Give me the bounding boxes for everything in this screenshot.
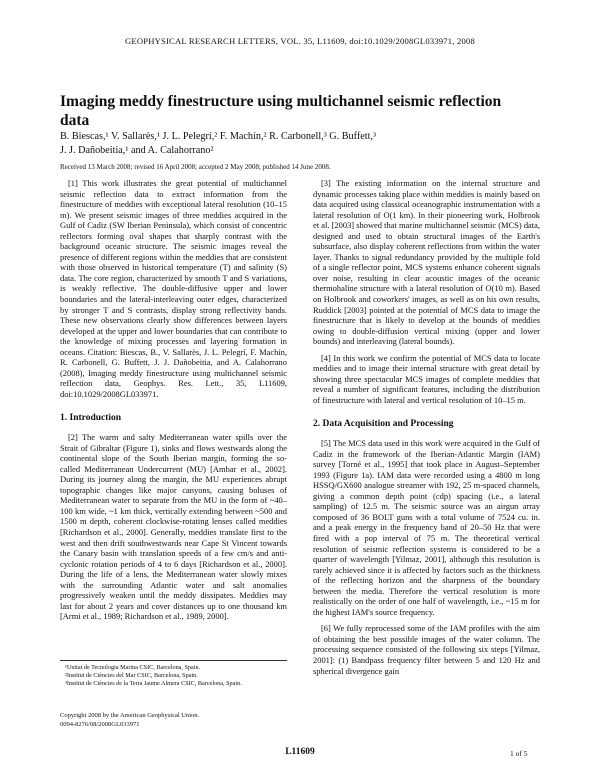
affiliation-2: ²Institut de Ciències del Mar CSIC, Barcelona, Spain. xyxy=(65,672,198,680)
left-column xyxy=(60,178,287,622)
paragraph-2: [2] The warm and salty Mediterranean water spills over the Strait of Gibraltar (Figure 1), sinks and flows westwards along the continental slope of the South Iberian margin, forming the so-called Mediterranean Undercurrent (MU) [Ambar et al., 2002]. During its journey along the margin, the MU experiences abrupt topographic changes like major canyons, causing boluses of Mediterranean water to separate from the MU in the form of ~40–100 km wide, ~1 km thick, vertically extending between ~500 and 1500 m depth, coherent clockwise-rotating lenses called meddies [Richardson et al., 2000]. Generally, meddies translate first to the west and then drift southwestwards near Cape St Vincent towards the Canary basin with translation speeds of a few cm/s and anti-cyclonic rotation periods of 4 to 6 days [Richardson et al., 2000]. During the life of a lens, the Mediterranean water slowly mixes with the surrounding Atlantic water and salt anomalies progressively weaken until the meddy dissipates. Meddies may last for about 2 years and cover distances up to one thousand km [Armi et al., 1989; Richardson et al., 1989, 2000]. xyxy=(60,432,287,622)
page-identifier: L11609 xyxy=(285,747,315,757)
section-heading-introduction: 1. Introduction xyxy=(60,413,122,424)
page-number: 1 of 5 xyxy=(510,749,528,758)
paragraph-3: [3] The existing information on the internal structure and dynamic processes taking place within meddies is mainly based on data acquired using classical oceanographic instrumentation with a lateral resolution of O(1 km). In their pioneering work, Holbrook et al. [2003] showed that marine multichannel seismic (MCS) data, designed and used to obtain structural images of the Earth's subsurface, also display coherent reflections from within the water layer. Thanks to signal redundancy provided by the multiple fold of a single reflector point, MCS systems enhance coherent signals over noise, resulting in clear acoustic images of the oceanic thermohaline structure with a lateral resolution of O(10 m). Based on Holbrook and coworkers' images, as well as on his own results, Ruddick [2003] pointed at the potential of MCS data to image the finestructure that is likely to develop at the bounds of meddies owing to double-diffusion vertical mixing (upper and lower bounds) and interleaving (lateral bounds). xyxy=(313,178,540,347)
author-line-2: J. J. Dañobeitia,¹ and A. Calahorrano² xyxy=(60,145,214,156)
journal-header: GEOPHYSICAL RESEARCH LETTERS, VOL. 35, L11609, doi:10.1029/2008GL033971, 2008 xyxy=(124,36,475,46)
copyright-notice xyxy=(60,712,287,729)
abstract-paragraph: [1] This work illustrates the great potential of multichannel seismic reflection data to extract information from the finestructure of meddies with exceptional lateral resolution (10–15 m). We present seismic images of three meddies acquired in the Gulf of Cadiz (SW Iberian Peninsula), which consist of concentric reflectors forming oval shapes that sharply contrast with the background oceanic structure. The seismic images reveal the presence of different regions within the meddies that are consistent with those observed in historical temperature (T) and salinity (S) data. The core region, characterized by smooth T and S variations, is weakly reflective. The double-diffusive upper and lower boundaries and the lateral-interleaving outer edges, characterized by stronger T and S contrasts, display strong reflectivity bands. These new observations clearly show differences between layers developed at the upper and lower boundaries that can contribute to the knowledge of mixing processes and layering formation in oceans. Citation: Biescas, B., V. Sallarès, J. L. Pelegrí, F. Machín, R. Carbonell, G. Buffett, J. J. Dañobeitia, and A. Calahorrano (2008), Imaging meddy finestructure using multichannel seismic reflection data, Geophys. Res. Lett., 35, L11609, doi:10.1029/2008GL033971. xyxy=(60,178,287,399)
article-title: Imaging meddy finestructure using multichannel seismic reflection data xyxy=(60,93,502,129)
issn-line: 0094-8276/08/2008GL033971 xyxy=(60,720,140,728)
paragraph-4: [4] In this work we confirm the potential of MCS data to locate meddies and to image their internal structure with great detail by showing three spectacular MCS images of complete meddies that reveal a number of significant features, including the distribution of finestructure with lateral and vertical resolution of 10–15 m. xyxy=(313,352,540,405)
affiliation-3: ³Institut de Ciències de la Terra Jaume Almera CSIC, Barcelona, Spain. xyxy=(65,680,242,688)
copyright-line: Copyright 2008 by the American Geophysical Union. xyxy=(60,712,200,719)
author-line-1: B. Biescas,¹ V. Sallarès,¹ J. L. Pelegrí,² F. Machín,² R. Carbonell,³ G. Buffett,³ xyxy=(60,131,377,142)
right-column xyxy=(313,178,540,676)
paragraph-5: [5] The MCS data used in this work were acquired in the Gulf of Cadiz in the framework of the Iberian-Atlantic Margin (IAM) survey [Torné et al., 1995] that took place in August–September 1993 (Figure 1a). IAM data were recorded using a 4800 m long HSSQ/GX600 analogue streamer with 192, 25 m-spaced channels, giving a common depth point (cdp) spacing (i.e., a lateral sampling) of 12.5 m. The seismic source was an airgun array composed of 36 BOLT guns with a total volume of 7524 cu. in. and a peak energy in the frequency band of 20–50 Hz that were fired with a pop interval of 75 m. The theoretical vertical resolution of seismic reflection systems is considered to be a quarter of wavelength [Yilmaz, 2001], although this resolution is rarely achieved since it is affected by factors such as the thickness of the reflecting horizon and the sharpness of the boundary between the media. Therefore the vertical resolution is more realistically on the order of one half of wavelength, i.e., ~15 m for the highest IAM's source frequency. xyxy=(313,438,540,617)
author-list xyxy=(60,130,550,158)
affiliation-1: ¹Unitat de Tecnologia Marina CSIC, Barcelona, Spain. xyxy=(65,664,201,671)
affiliations xyxy=(60,660,287,689)
received-dates: Received 13 March 2008; revised 16 April 2008; accepted 2 May 2008; published 14 June 2008. xyxy=(60,163,331,171)
paragraph-6: [6] We fully reprocessed some of the IAM profiles with the aim of obtaining the best possible images of the water column. The processing sequence consisted of the following six steps [Yilmaz, 2001]: (1) Bandpass frequency filter between 5 and 120 Hz and spherical divergence gain xyxy=(313,623,540,676)
section-heading-data-acquisition: 2. Data Acquisition and Processing xyxy=(313,419,454,430)
